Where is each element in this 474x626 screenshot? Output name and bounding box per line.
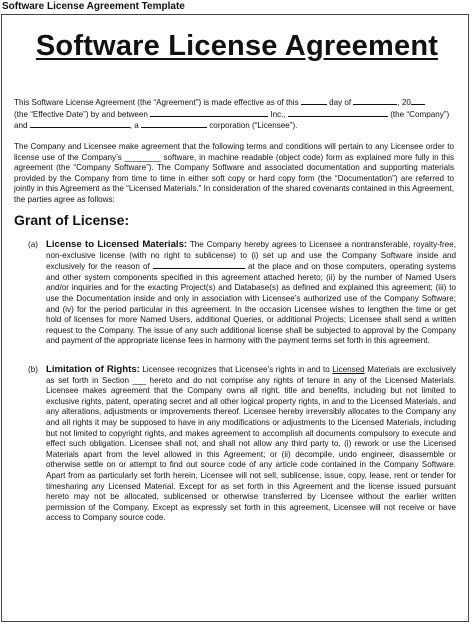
grant-of-license-heading: Grant of License: xyxy=(14,212,130,228)
clause-text: The Company hereby agrees to Licensee a nontransferable, royalty-free, non-exclusive license (with no right to sublicense) to (i) set up and use the Company Software inside and exclusively for the reason of xyxy=(46,240,457,272)
blank-field xyxy=(150,109,268,117)
clause-text: Materials are exclusively as set forth in Section ___ hereto and do not comprise any rights of tenure in any of the Licensed Materials. Licensee makes agreement that the Company owns all right, title and benefits, including but not limited to exclusive rights, patent, operating secret and all other logical property rights, in and to the Licensed Materials, and any alterations, adjustments or improvements thereof. Licensee hereby irreversibly allocates to the Company any and all rights it may be supposed to have in any modifications or adjustments to the Licensed Materials, including but not limited to copyright rights, and makes agreement to accomplish all documents compulsory to execute and effect such obligation. Licensee shall not, and shall not allow any third party to, (i) rework or use the Licensed Materials apart from the level allowed in this Agreement; or (ii) decompile, undo engineer, disassemble or otherwise settle on or attempt to find out source code of any article code contained in the Company Software. Apart from as particularly set forth herein, Licensee will not sell, sublicense, issue, copy, lease, rent or tender for timesharing any Licensed Material. Except for as set forth in this Agreement and the license issued pursuant hereto may not be allocated, sublicensed or otherwise transferred by Licensee without the earlier written permission of the Company. Except as expressly set forth in this agreement, Licensee will not receive or have access to Company source code. xyxy=(46,365,456,523)
document-title: Software License Agreement xyxy=(35,30,439,62)
clause-b xyxy=(28,364,456,524)
intro-text: , 20 xyxy=(397,98,411,107)
blank-field xyxy=(288,109,388,117)
agreement-paragraph: The Company and Licensee make agreement that the following terms and conditions will pertain to any Licensee order to license use of the Company’s ________ software, in machine readable (object code) form as explained more fully in this agreement (the “Company Software”). The Company Software and associated documentation and supporting materials provided by the Company from time to time in either soft copy or hard copy form (the “Documentation”) are referred to jointly in this Agreement as the “Licensed Materials.” In consideration of the shared covenants contained in this Agreement, the parties agree as follows: xyxy=(14,142,454,204)
clause-heading: License to Licensed Materials: xyxy=(46,239,188,250)
intro-text: Inc., xyxy=(268,109,288,119)
intro-text: (the “Company”) xyxy=(387,109,450,119)
clause-marker: (b) xyxy=(28,365,38,374)
clause-text: Licensee recognizes that Licensee’s rights in and to xyxy=(139,365,333,374)
blank-field xyxy=(301,97,327,105)
underlined-text: Licensed xyxy=(332,365,365,374)
blank-field xyxy=(141,120,207,128)
intro-text: corporation (“Licensee”). xyxy=(207,121,298,131)
intro-text: , a xyxy=(129,121,142,131)
template-header: Software License Agreement Template xyxy=(2,1,185,12)
intro-text: (the “Effective Date”) by and between xyxy=(14,109,151,119)
clause-heading: Limitation of Rights: xyxy=(46,364,140,375)
intro-text: This Software License Agreement (the “Agreement”) is made effective as of this xyxy=(14,98,301,107)
intro-text: and xyxy=(14,121,30,131)
blank-field xyxy=(353,97,397,105)
intro-paragraph xyxy=(14,97,454,132)
clause-marker: (a) xyxy=(28,240,38,249)
intro-text: day of xyxy=(326,98,354,107)
blank-field xyxy=(153,261,245,269)
clause-a xyxy=(28,239,457,347)
blank-field xyxy=(411,97,425,105)
blank-field xyxy=(30,120,130,128)
clause-text: at the place and on those computers, operating systems and other system components specified in this agreement attached hereto; (ii) by the number of Named Users and/or inquiries and for the exacting Project(s) and Database(s) as defined and explained this agreement; (iii) to use the Documentation inside and only in association with Licensee’s authorized use of the Company Software; and (iv) for the period particular in this agreement. In the occasion Licensee wishes to lengthen the time or get hold of licenses for more Named Users, additional Queries, or additional Projects; Licensee shall send a written request to the Company. The issue of any such additional license shall be subjected to approval by the Company and payment of the appropriate license fees in harmony with the payment terms set forth in this agreement. xyxy=(46,262,456,346)
